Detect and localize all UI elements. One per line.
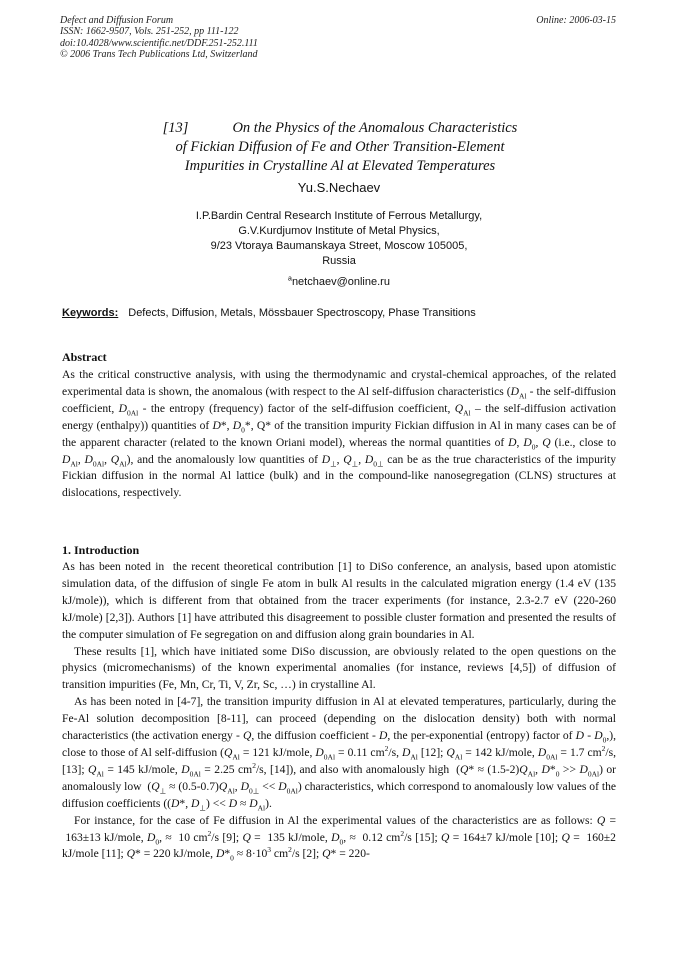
journal-header <box>60 15 258 61</box>
abstract-text: As the critical constructive analysis, with using the thermodynamic and crystal-chemical approaches, of the related experimental data is shown, the anomalous (with respect to the Al self-diffusion characteristics ($D_{Al}$ - the self-diffusion coefficient, $D_{0Al}$ - the entropy (frequency) factor of the self-diffusion coefficient, $Q_{Al}$ – the self-diffusion activation energy (enthalpy)) quantities of D*, $D_0*$, Q* of the transition impurity Fickian diffusion in Al in many cases can be of the apparent character (related to the known Oriani model), whereas the normal quantities of D, $D_0$, Q (i.e., close to $D_{Al}$, $D_{0Al}$, $Q_{Al}$), and the anomalously low quantities of $D_\perp$, $Q_\perp$, $D_{0\perp}$ can be as the true characteristics of the impurity Fickian diffusion in the normal Al lattice (bulk) and in the compound-like nanosegregation (CLNS) structures at dislocations, respectively. <box>62 368 617 500</box>
author-name: Yu.S.Nechaev <box>297 180 381 195</box>
online-date: Online: 2006-03-15 <box>536 15 616 26</box>
keywords-label: Keywords: <box>62 307 119 319</box>
keywords-list: Defects, Diffusion, Metals, Mössbauer Spectroscopy, Phase Transitions <box>128 307 476 319</box>
affiliation-line: 9/23 Vtoraya Baumanskaya Street, Moscow 105005, <box>210 240 468 252</box>
title-line-2: of Fickian Diffusion of Fe and Other Transition-Element <box>175 139 505 155</box>
abstract-heading: Abstract <box>62 350 107 364</box>
author-email <box>0 276 678 288</box>
affiliation <box>0 209 678 269</box>
introduction-heading: 1. Introduction <box>62 543 140 557</box>
affiliation-line: I.P.Bardin Central Research Institute of Ferrous Metallurgy, <box>195 210 483 222</box>
title-line-1: On the Physics of the Anomalous Characteristics <box>232 120 518 136</box>
paper-title <box>100 119 580 176</box>
keywords <box>62 307 476 319</box>
affiliation-line: G.V.Kurdjumov Institute of Metal Physics, <box>238 225 440 237</box>
journal-name: Defect and Diffusion Forum <box>60 15 174 26</box>
title-line-3: Impurities in Crystalline Al at Elevated Temperatures <box>184 158 496 174</box>
introduction-text: As has been noted in the recent theoretical contribution [1] to DiSo conference, an analysis, based upon atomistic simulation data, of the diffusion of single Fe atom in bulk Al results in the calculated migration energy (1.4 eV (135 kJ/mole)), which is different from that obtained from the tracer experiments (for instance, 2.3-2.7 eV (220-260 kJ/mole) [2,3]). Authors [1] have attributed this disagreement to possible cluster formation and presented the results of the computer simulation of Fe segregation on and diffusion along grain boundaries in Al. These results [1], which have initiated some DiSo discussion, are obviously related to the open questions on the physics (micromechanisms) of the known experimental anomalies (for instance, reviews [4,5]) of diffusion of transition impurities (Fe, Mn, Cr, Ti, V, Zr, Sc, …) in crystalline Al. As has been noted in [4-7], the transition impurity diffusion in Al at elevated temperatures, particularly, during the Fe-Al solution decomposition [8-11], can proceed (depending on the dislocation density) both with normal characteristics (the activation energy - Q, the diffusion coefficient - D, the per-exponential (entropy) factor of D - $D_0$,), close to those of Al self-diffusion ($Q_{Al} = 121$ kJ/mole, $D_{0Al} = 0.11$ $cm^2/s$, $D_{Al}$ [12]; $Q_{Al} = 142$ kJ/mole, $D_{0Al} = 1.7$ $cm^2/s$, [13]; $Q_{Al} = 145$ kJ/mole, $D_{0Al} = 2.25$ $cm^2/s$, [14]), and also with anomalously high ($Q* \approx (1.5-2)Q_{Al}$, $D*_0 >> D_{0Al}$) or anomalously low ($Q_\perp \approx (0.5-0.7)Q_{Al}$, $D_{0\perp} << D_{0Al}$) characteristics, which correspond to anomalously low values of the diffusion coefficients ((D*, $D_\perp) << D \approx D_{Al}$). For instance, for the case of Fe diffusion in Al the experimental values of the characteristics are as follows: Q = 163±13 kJ/mole, $D_0$, ≈ 10 $cm^2/s$ [9]; Q = 135 kJ/mole, $D_0$, ≈ 0.12 $cm^2/s$ [15]; Q = 164±7 kJ/mole [10]; Q = 160±2 kJ/mole [11]; Q* = 220 kJ/mole, $D*_0 \approx 8\cdot 10^3$ $cm^2/s$ [2]; Q* = 220- <box>62 560 617 863</box>
email-marker: a <box>288 275 292 283</box>
journal-copyright: © 2006 Trans Tech Publications Ltd, Switzerland <box>60 49 258 61</box>
email-address: netchaev@online.ru <box>291 276 390 288</box>
journal-issn: ISSN: 1662-9507, Vols. 251-252, pp 111-122 <box>60 26 239 38</box>
affiliation-line: Russia <box>322 255 356 267</box>
title-ref: [13] <box>162 120 189 136</box>
journal-doi: doi:10.4028/www.scientific.net/DDF.251-252.111 <box>60 37 258 49</box>
